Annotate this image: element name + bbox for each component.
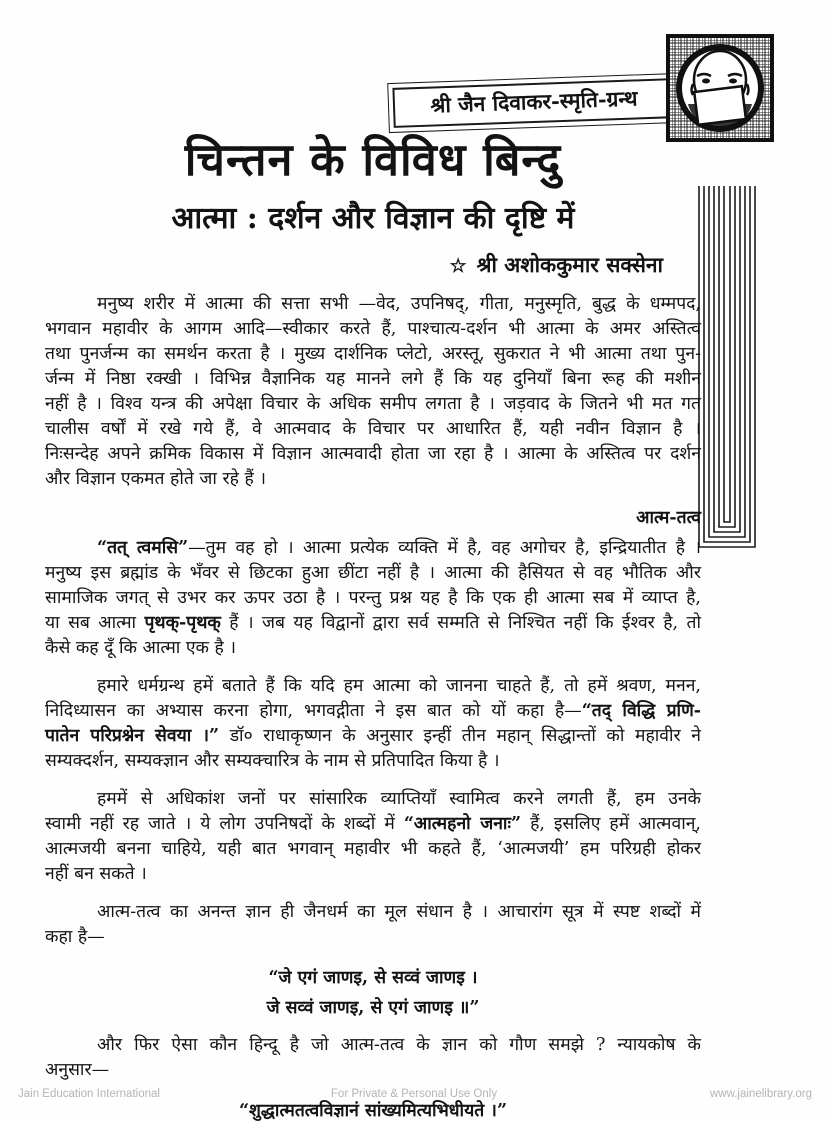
paragraph-5 xyxy=(45,900,701,950)
author-line xyxy=(45,251,663,279)
series-banner-text: श्री जैन दिवाकर-स्मृति-ग्रन्थ xyxy=(392,78,675,128)
text-line: निःसन्देह अपने क्रमिक विकास में विज्ञान आत्मवादी होता जा रहा है । आत्मा के अस्तित्व पर दर्शन xyxy=(45,444,701,464)
paragraph-1 xyxy=(45,292,701,492)
section-heading: आत्म-तत्व xyxy=(636,508,701,528)
author-name: श्री अशोककुमार सक्सेना xyxy=(476,252,663,277)
footer-center: For Private & Personal Use Only xyxy=(330,1088,498,1100)
text-line: सामाजिक जगत् से उभर कर ऊपर उठा है । परन्तु प्रश्न यह है कि एक ही आत्मा सब में व्याप्त है, xyxy=(45,588,701,608)
page-subtitle: आत्मा : दर्शन और विज्ञान की दृष्टि में xyxy=(171,201,575,236)
series-banner xyxy=(387,73,681,133)
decorative-maze-border-icon xyxy=(698,186,756,552)
text-line: हमारे धर्मग्रन्थ हमें बताते हैं कि यदि हम आत्मा को जानना चाहते हैं, तो हमें श्रवण, मनन, xyxy=(97,676,701,696)
page-title: चिन्तन के विविध बिन्दु xyxy=(184,133,562,186)
text-line: मनुष्य शरीर में आत्मा की सत्ता सभी —वेद, उपनिषद्, गीता, मनुस्मृति, बुद्ध के धम्मपद, xyxy=(97,294,701,314)
text-line: अनुसार— xyxy=(45,1060,110,1080)
text-line: निदिध्यासन का अभ्यास करना होगा, भगवद्गीता ने इस बात को यों कहा है—“तद् विद्धि प्रणि- xyxy=(45,701,702,721)
text-line: जे सव्वं जाणइ, से एगं जाणइ ॥” xyxy=(266,998,480,1018)
text-line: सम्यक्दर्शन, सम्यक्ज्ञान और सम्यक्चारित्र के नाम से प्रतिपादित किया है । xyxy=(45,751,500,771)
verse-quote-1 xyxy=(45,963,701,1023)
text-line: “शुद्धात्मतत्वविज्ञानं सांख्यमित्यभिधीयते ।” xyxy=(238,1101,508,1121)
text-line: पातेन परिप्रश्नेन सेवया ।” डॉ० राधाकृष्णन के अनुसार इन्हीं तीन महान् सिद्धान्तों को महावीर ने xyxy=(45,726,701,746)
text-line: मनुष्य इस ब्रह्मांड के भँवर से छिटका हुआ छींटा नहीं है । आत्मा की हैसियत से वह भौतिक और xyxy=(45,563,701,583)
paragraph-6 xyxy=(45,1033,701,1083)
text-line: भगवान महावीर के आगम आदि—स्वीकार करते हैं, पाश्चात्य-दर्शन भी आत्मा के अमर अस्तित्व xyxy=(45,319,701,339)
text-line: कहा है— xyxy=(45,927,105,947)
body-column xyxy=(45,292,701,1122)
footer-left: Jain Education International xyxy=(18,1088,160,1100)
footer-right: www.jainelibrary.org xyxy=(709,1088,812,1100)
text-line: और विज्ञान एकमत होते जा रहे हैं । xyxy=(45,469,266,489)
text-line: और फिर ऐसा कौन हिन्दू है जो आत्म-तत्व के ज्ञान को गौण समझे ? न्यायकोष के xyxy=(97,1035,701,1055)
text-line: तथा पुनर्जन्म का समर्थन करता है । मुख्य दार्शनिक प्लेटो, अरस्तू, सुकरात ने भी आत्मा तथा पुन- xyxy=(45,344,701,364)
text-line: नहीं है । विश्व यन्त्र की अपेक्षा विचार के अधिक समीप लगता है । जड़वाद के जितने भी मत गत xyxy=(45,394,701,414)
text-line: कैसे कह दूँ कि आत्मा एक है । xyxy=(45,638,237,658)
paragraph-2 xyxy=(45,536,701,661)
paragraph-4 xyxy=(45,787,701,887)
text-line: या सब आत्मा पृथक्-पृथक् हैं । जब यह विद्वानों द्वारा सर्व सम्मति से निश्चित नहीं कि ईश्वर है, तो xyxy=(45,613,701,633)
text-line: स्वामी नहीं रह जाते । ये लोग उपनिषदों के शब्दों में “आत्महनो जनाः” हैं, इसलिए हमें आत्मवान्, xyxy=(45,814,701,834)
text-line: हममें से अधिकांश जनों पर सांसारिक व्याप्तियाँ स्वामित्व करने लगती हैं, हम उनके xyxy=(97,789,701,809)
paragraph-3 xyxy=(45,674,701,774)
text-line: “जे एगं जाणइ, से सव्वं जाणइ । xyxy=(268,968,478,988)
text-line: “तत् त्वमसि”—तुम वह हो । आत्मा प्रत्येक व्यक्ति में है, वह अगोचर है, इन्द्रियातीत है । xyxy=(97,538,701,558)
text-line: नहीं बन सकते । xyxy=(45,864,147,884)
star-icon: ☆ xyxy=(449,255,467,277)
text-line: चालीस वर्षों में रखे गये हैं, वे आत्मवाद के विचार पर आधारित हैं, यही नवीन विज्ञान है । xyxy=(45,419,701,439)
text-line: र्जन्म में निष्ठा रक्खी । विभिन्न वैज्ञानिक यह मानने लगे हैं कि यह दुनियाँ बिना रूह की मशीन xyxy=(45,369,701,389)
text-line: आत्मजयी बनना चाहिये, यही बात भगवान् महावीर भी कहते हैं, ‘आत्मजयी’ हम परिग्रही होकर xyxy=(45,839,701,859)
text-line: आत्म-तत्व का अनन्त ज्ञान ही जैनधर्म का मूल संधान है । आचारांग सूत्र में स्पष्ट शब्दों में xyxy=(97,902,701,922)
